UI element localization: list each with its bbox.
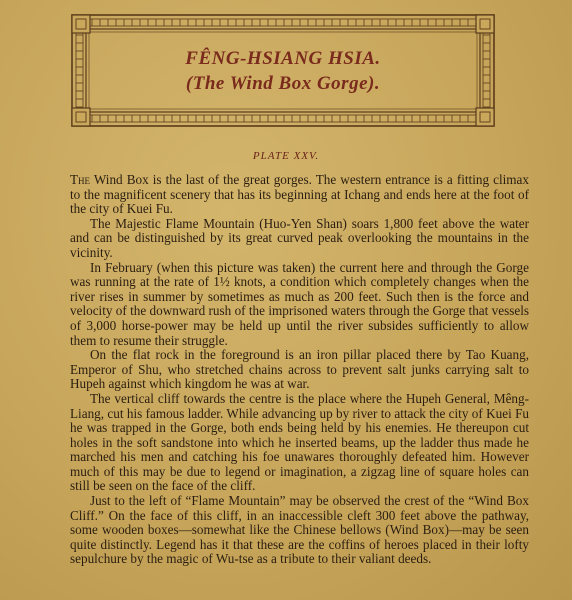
plate-title: FÊNG-HSIANG HSIA. (185, 47, 381, 69)
paragraph: In February (when this picture was taken) the current here and through the Gorge was running at the rate of 1½ knots, a condition which completely changes when the river rises in summer by sometimes as much as 200 feet. Such then is the force and velocity of the downward rush of the imprisoned waters through the Gorge that vessels of 3,000 horse-power may be held up until the river subsides sufficiently to allow them to resume their struggle. (70, 259, 529, 348)
paragraph (70, 173, 529, 217)
paragraph: On the flat rock in the foreground is an iron pillar placed there by Tao Kuang, Emperor of Shu, who stretched chains across to prevent salt junks carrying salt to Hupeh against which kingdom he was at war. (70, 347, 529, 392)
paragraph-text: Wind Box is the last of the great gorges. The western entrance is a fitting climax to the magnificent scenery that has its beginning at Ichang and ends here at the foot of the city of Kuei Fu. (70, 172, 529, 217)
title-block (70, 13, 496, 128)
paragraph: The vertical cliff towards the centre is the place where the Hupeh General, Mêng-Liang, cut his famous ladder. While advancing up by river to attack the city of Kuei Fu he was trapped in the Gorge, both ends being held by his enemies. He thereupon cut holes in the soft sandstone into which he inserted beams, up the ladder thus made he marched his men and catching his foe unawares thoroughly defeated him. However much of this may be due to legend or imagination, a zigzag line of square holes can still be seen on the face of the cliff. (70, 390, 529, 494)
paragraph: The Majestic Flame Mountain (Huo-Yen Shan) soars 1,800 feet above the water and can be distinguished by its great curved peak overlooking the mountains in the vicinity. (70, 215, 529, 260)
body-text (70, 173, 529, 567)
paragraph: Just to the left of “Flame Mountain” may be observed the crest of the “Wind Box Cliff.” On the face of this cliff, in an inaccessible cleft 300 feet above the pathway, some wooden boxes—somewhat like the Chinese bellows (Wind Box)—may be seen quite distinctly. Legend has it that these are the coffins of heroes placed in their lofty sepulchure by the magic of Wu-tse as a tribute to their valiant deeds. (70, 493, 529, 567)
plate-subtitle: (The Wind Box Gorge). (185, 72, 381, 94)
lead-word: The (70, 172, 91, 187)
plate-label: PLATE XXV. (252, 150, 320, 162)
